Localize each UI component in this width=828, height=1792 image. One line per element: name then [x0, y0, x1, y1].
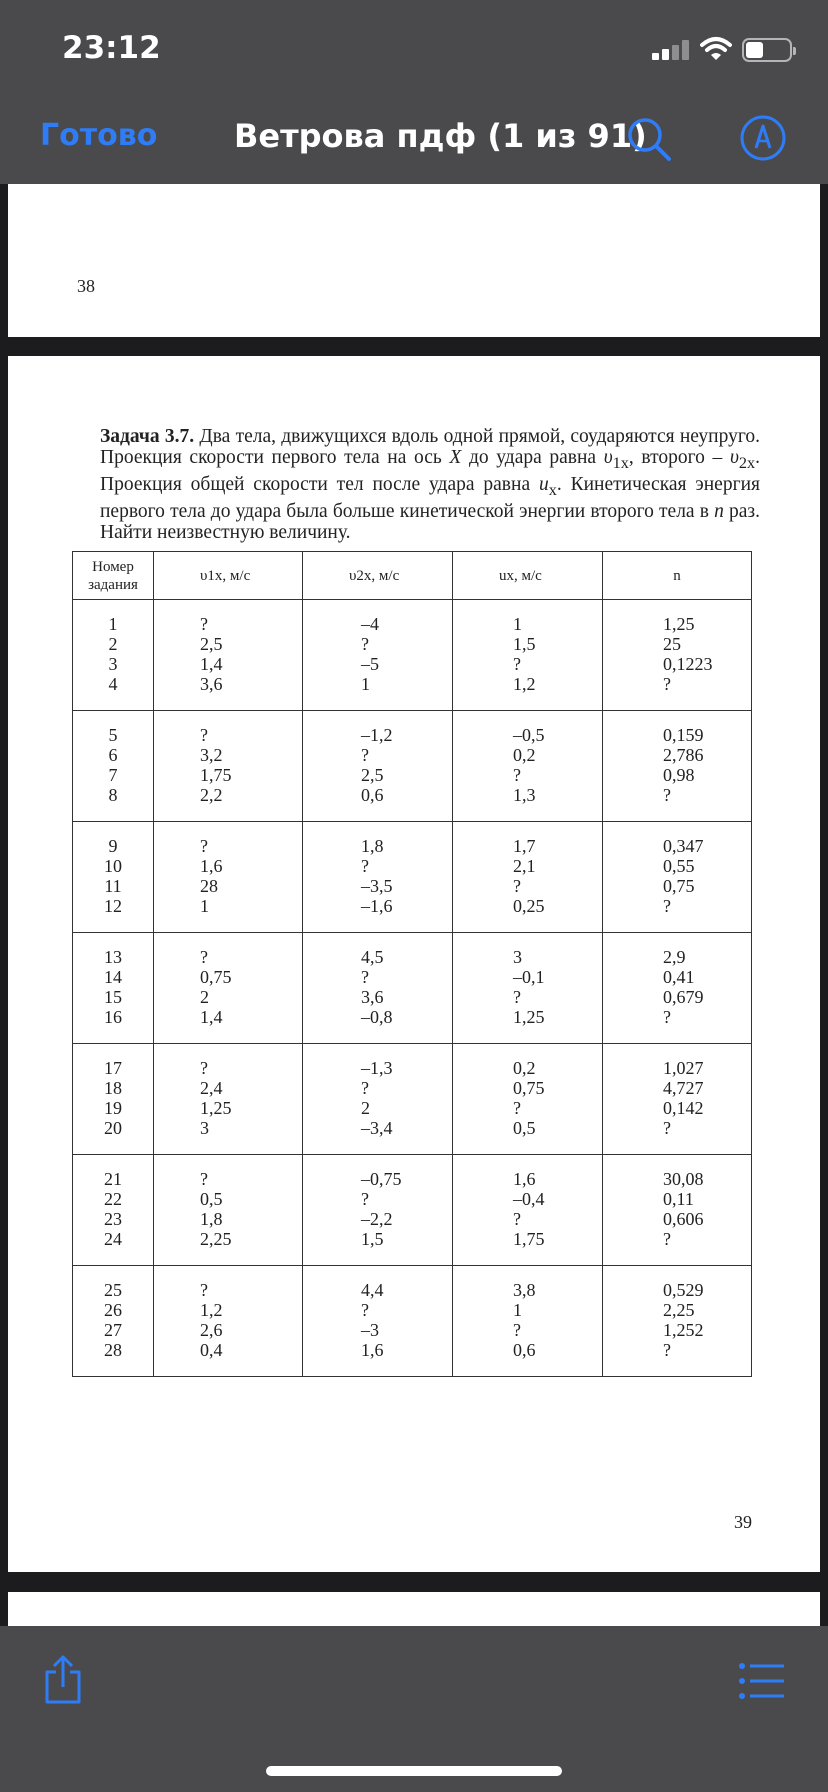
header-u: ux, м/с [453, 552, 603, 600]
u-value: ? [513, 1320, 521, 1340]
n-value: 0,1223 [663, 654, 713, 674]
v1-value: 2,25 [200, 1229, 232, 1249]
v1-value: 2,6 [200, 1320, 223, 1340]
top-bar [0, 0, 828, 184]
v1-subscript: 1x [612, 453, 629, 472]
u-value: 1,2 [513, 674, 536, 694]
v2-value: –2,2 [361, 1209, 393, 1229]
v2-value: ? [361, 967, 369, 987]
v2-value: –3,4 [361, 1118, 393, 1138]
row-number: 22 [104, 1189, 122, 1209]
v1-value: ? [200, 614, 208, 634]
n-value: 0,142 [663, 1098, 704, 1118]
row-number: 25 [104, 1280, 122, 1300]
battery-icon [742, 38, 792, 62]
n-value: ? [663, 785, 671, 805]
row-number: 17 [104, 1058, 122, 1078]
pdf-page-38 [8, 184, 820, 337]
u-value: 0,6 [513, 1340, 536, 1360]
row-number: 21 [104, 1169, 122, 1189]
row-number: 13 [104, 947, 122, 967]
table-cell-v1 [154, 822, 303, 933]
table-cell-u [453, 600, 603, 711]
n-value: ? [663, 1118, 671, 1138]
v2-symbol: υ [729, 447, 739, 468]
signal-icon [652, 40, 690, 60]
v1-value: ? [200, 836, 208, 856]
table-cell-v1 [154, 1155, 303, 1266]
table-cell-v2 [303, 1155, 453, 1266]
page-number: 38 [77, 276, 95, 296]
u-value: ? [513, 654, 521, 674]
list-icon[interactable] [738, 1662, 786, 1700]
n-symbol: n [714, 500, 724, 522]
v2-value: 2,5 [361, 765, 384, 785]
problem-text: . Кинетическая энергия первого тела до удара была больше кинетической энергии второго тела в [100, 473, 760, 522]
v2-value: ? [361, 1078, 369, 1098]
n-value: 25 [663, 634, 681, 654]
table-row [73, 1155, 752, 1266]
v2-subscript: 2x [738, 453, 756, 472]
row-number: 15 [104, 987, 122, 1007]
table-cell-n [603, 711, 752, 822]
table-row [73, 933, 752, 1044]
table-cell-v1 [154, 1266, 303, 1377]
bottom-toolbar [0, 1626, 828, 1792]
markup-pen-icon[interactable] [739, 114, 787, 162]
table-cell-v2 [303, 711, 453, 822]
table-cell-n [603, 822, 752, 933]
v2-value: –1,3 [361, 1058, 393, 1078]
v2-value: 4,4 [361, 1280, 384, 1300]
v1-value: 3 [200, 1118, 209, 1138]
table-row [73, 1266, 752, 1377]
u-value: 1,6 [513, 1169, 536, 1189]
search-icon[interactable] [626, 116, 672, 162]
row-number: 8 [108, 785, 118, 805]
n-value: 2,786 [663, 745, 704, 765]
table-cell-n [603, 1155, 752, 1266]
table-cell-num [73, 933, 154, 1044]
v1-value: 1,6 [200, 856, 223, 876]
problem-statement [100, 426, 760, 543]
table-cell-n [603, 933, 752, 1044]
problem-text: , второго – [628, 447, 730, 468]
row-number: 2 [108, 634, 118, 654]
row-number: 7 [108, 765, 118, 785]
n-value: 0,529 [663, 1280, 704, 1300]
row-number: 14 [104, 967, 122, 987]
table-cell-n [603, 1266, 752, 1377]
n-value: 1,252 [663, 1320, 704, 1340]
u-value: 2,1 [513, 856, 536, 876]
row-number: 3 [108, 654, 118, 674]
u-value: 3,8 [513, 1280, 536, 1300]
problem-text: . Проекция общей скорости тел после удара равна [100, 447, 761, 495]
row-number: 24 [104, 1229, 122, 1249]
table-cell-u [453, 1044, 603, 1155]
problem-text: раз. Найти неизвестную величину. [100, 500, 761, 543]
table-cell-v2 [303, 600, 453, 711]
row-number: 11 [104, 876, 122, 896]
n-value: 4,727 [663, 1078, 704, 1098]
v2-value: 1,5 [361, 1229, 384, 1249]
v1-value: 2,2 [200, 785, 223, 805]
table-cell-n [603, 1044, 752, 1155]
table-cell-u [453, 933, 603, 1044]
row-number: 10 [104, 856, 122, 876]
v2-value: 0,6 [361, 785, 384, 805]
u-value: ? [513, 765, 521, 785]
n-value: 0,679 [663, 987, 704, 1007]
v1-value: 2,5 [200, 634, 223, 654]
v1-value: ? [200, 1169, 208, 1189]
table-cell-v2 [303, 1044, 453, 1155]
u-subscript: x [548, 480, 557, 499]
problem-text: до удара равна [461, 447, 604, 468]
row-number: 19 [104, 1098, 122, 1118]
row-number: 6 [108, 745, 118, 765]
v2-value: 1,6 [361, 1340, 384, 1360]
page-number: 39 [734, 1512, 752, 1532]
header-number: Номер задания [73, 552, 154, 600]
table-cell-num [73, 600, 154, 711]
row-number: 9 [108, 836, 118, 856]
v1-value: 2,4 [200, 1078, 223, 1098]
u-value: 1,7 [513, 836, 536, 856]
table-cell-n [603, 600, 752, 711]
n-value: 0,606 [663, 1209, 704, 1229]
n-value: 0,55 [663, 856, 695, 876]
v2-value: –4 [361, 614, 379, 634]
table-cell-v1 [154, 711, 303, 822]
v2-value: –1,2 [361, 725, 393, 745]
u-value: 0,2 [513, 745, 536, 765]
n-value: 30,08 [663, 1169, 704, 1189]
table-row [73, 822, 752, 933]
n-value: 0,347 [663, 836, 704, 856]
v1-value: 0,75 [200, 967, 232, 987]
n-value: ? [663, 896, 671, 916]
v1-value: 1,2 [200, 1300, 223, 1320]
v2-value: 3,6 [361, 987, 384, 1007]
share-icon[interactable] [42, 1654, 84, 1706]
u-value: ? [513, 1209, 521, 1229]
n-value: 0,11 [663, 1189, 694, 1209]
n-value: ? [663, 1007, 671, 1027]
row-number: 5 [108, 725, 118, 745]
n-value: 2,9 [663, 947, 686, 967]
problem-text: Два тела, движущихся вдоль одной прямой, соударяются неупруго. Проекция скорости первого тела на ось [100, 426, 760, 468]
table-cell-v1 [154, 933, 303, 1044]
row-number: 20 [104, 1118, 122, 1138]
table-cell-num [73, 1266, 154, 1377]
table-cell-num [73, 822, 154, 933]
row-number: 4 [108, 674, 118, 694]
v1-value: ? [200, 725, 208, 745]
row-number: 1 [108, 614, 118, 634]
table-cell-num [73, 1044, 154, 1155]
n-value: 1,25 [663, 614, 695, 634]
v1-value: 0,5 [200, 1189, 223, 1209]
u-value: ? [513, 1098, 521, 1118]
table-cell-v2 [303, 933, 453, 1044]
table-cell-v2 [303, 822, 453, 933]
row-number: 28 [104, 1340, 122, 1360]
header-v1: υ1x, м/с [154, 552, 303, 600]
v1-value: 1,25 [200, 1098, 232, 1118]
row-number: 18 [104, 1078, 122, 1098]
u-value: 0,2 [513, 1058, 536, 1078]
v1-value: 1,8 [200, 1209, 223, 1229]
table-row [73, 600, 752, 711]
n-value: 0,75 [663, 876, 695, 896]
variants-table [72, 551, 752, 1377]
u-value: –0,1 [513, 967, 545, 987]
document-title: Ветрова пдф (1 из 91) [234, 117, 647, 155]
v1-value: 28 [200, 876, 218, 896]
row-number: 27 [104, 1320, 122, 1340]
table-cell-u [453, 1155, 603, 1266]
row-number: 23 [104, 1209, 122, 1229]
table-row [73, 1044, 752, 1155]
problem-label: Задача 3.7. [100, 426, 195, 447]
n-value: 1,027 [663, 1058, 704, 1078]
table-cell-u [453, 711, 603, 822]
v2-value: –0,8 [361, 1007, 393, 1027]
table-cell-num [73, 1155, 154, 1266]
u-value: 1,3 [513, 785, 536, 805]
v1-value: ? [200, 947, 208, 967]
u-value: –0,5 [513, 725, 545, 745]
n-value: 2,25 [663, 1300, 695, 1320]
table-cell-v1 [154, 600, 303, 711]
u-value: ? [513, 987, 521, 1007]
v1-value: 1 [200, 896, 209, 916]
done-button[interactable]: Готово [40, 118, 158, 153]
v2-value: 1 [361, 674, 370, 694]
u-value: –0,4 [513, 1189, 545, 1209]
u-value: 3 [513, 947, 522, 967]
table-header-row [73, 552, 752, 600]
v2-value: –1,6 [361, 896, 393, 916]
v2-value: –5 [361, 654, 379, 674]
table-cell-v2 [303, 1266, 453, 1377]
home-indicator[interactable] [266, 1766, 562, 1776]
pdf-page-40 [8, 1592, 820, 1626]
header-v2: υ2x, м/с [303, 552, 453, 600]
v1-value: 1,4 [200, 1007, 223, 1027]
row-number: 12 [104, 896, 122, 916]
u-value: 0,25 [513, 896, 545, 916]
v2-value: ? [361, 856, 369, 876]
n-value: 0,41 [663, 967, 695, 987]
wifi-icon [700, 36, 732, 62]
table-cell-num [73, 711, 154, 822]
u-value: 1,25 [513, 1007, 545, 1027]
n-value: 0,98 [663, 765, 695, 785]
n-value: 0,159 [663, 725, 704, 745]
v1-value: ? [200, 1280, 208, 1300]
n-value: ? [663, 674, 671, 694]
v1-value: 1,75 [200, 765, 232, 785]
v1-value: 3,6 [200, 674, 223, 694]
v2-value: 1,8 [361, 836, 384, 856]
v1-value: 0,4 [200, 1340, 223, 1360]
row-number: 26 [104, 1300, 122, 1320]
v2-value: –3,5 [361, 876, 393, 896]
v2-value: 4,5 [361, 947, 384, 967]
row-number: 16 [104, 1007, 122, 1027]
u-symbol: u [538, 473, 549, 495]
status-time: 23:12 [62, 30, 161, 66]
u-value: 1 [513, 614, 522, 634]
v2-value: –3 [361, 1320, 379, 1340]
v1-symbol: υ [603, 447, 613, 468]
u-value: 1,75 [513, 1229, 545, 1249]
table-cell-u [453, 822, 603, 933]
u-value: 1 [513, 1300, 522, 1320]
v2-value: ? [361, 1300, 369, 1320]
v1-value: 2 [200, 987, 209, 1007]
u-value: 1,5 [513, 634, 536, 654]
n-value: ? [663, 1340, 671, 1360]
u-value: 0,5 [513, 1118, 536, 1138]
axis-symbol: X [449, 447, 462, 468]
header-n: n [603, 552, 752, 600]
u-value: ? [513, 876, 521, 896]
v1-value: 1,4 [200, 654, 223, 674]
u-value: 0,75 [513, 1078, 545, 1098]
n-value: ? [663, 1229, 671, 1249]
v1-value: ? [200, 1058, 208, 1078]
table-cell-v1 [154, 1044, 303, 1155]
v2-value: 2 [361, 1098, 370, 1118]
v2-value: ? [361, 745, 369, 765]
v2-value: ? [361, 1189, 369, 1209]
v2-value: ? [361, 634, 369, 654]
pdf-page-39 [8, 356, 820, 1572]
table-row [73, 711, 752, 822]
table-cell-u [453, 1266, 603, 1377]
v2-value: –0,75 [361, 1169, 402, 1189]
v1-value: 3,2 [200, 745, 223, 765]
